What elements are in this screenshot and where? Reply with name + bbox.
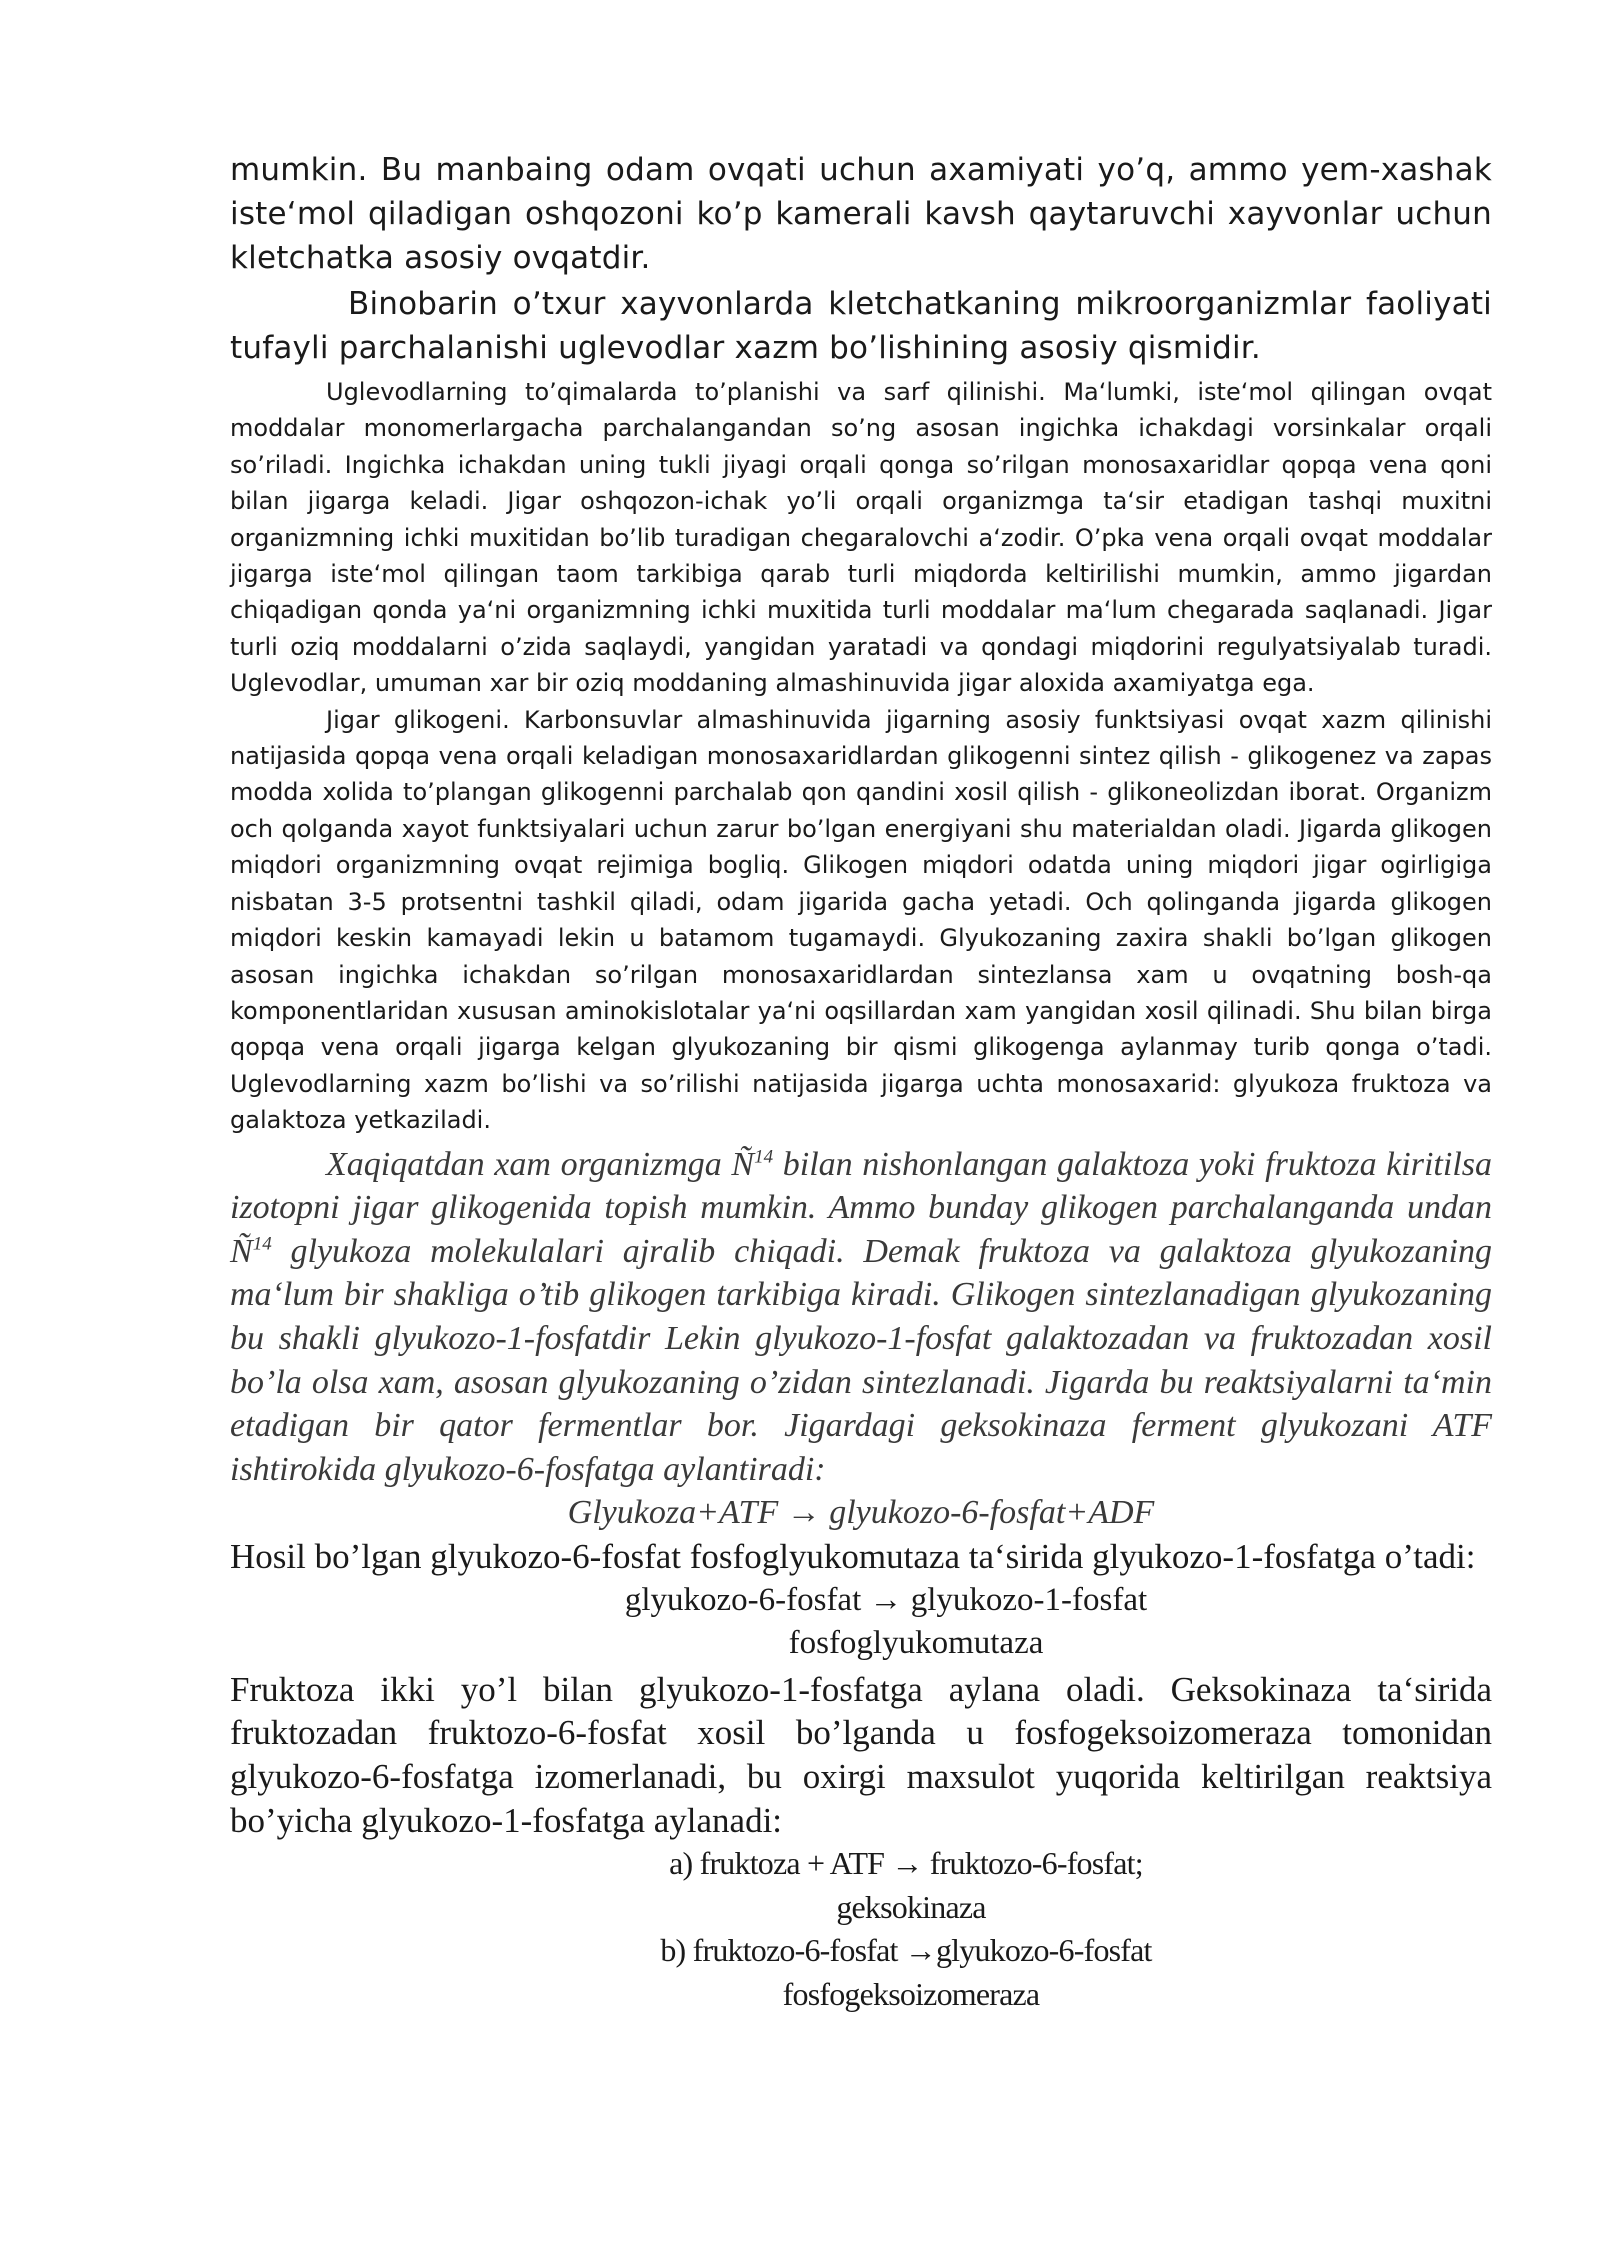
- paragraph-mutase: Hosil bo’lgan glyukozo-6-fosfat fosfoglyukomutaza ta‘sirida glyukozo-1-fosfatga o’tadi:: [230, 1537, 1476, 1577]
- equation-hexokinase: Glyukoza+ATF → glyukozo-6-fosfat+ADF: [567, 1494, 1155, 1532]
- paragraph-herbivores: Binobarin o’txur xayvonlarda kletchatkaning mikroorganizmlar faoliyati tufayli parchalanishi uglevodlar xazm bo’lishining asosiy qismidir.: [230, 286, 1492, 366]
- enzyme-label-mutase: fosfoglyukomutaza: [788, 1625, 1044, 1662]
- enzyme-label-b: fosfogeksoizomeraza: [782, 1975, 1040, 2012]
- paragraph-fructose: Fruktoza ikki yo’l bilan glyukozo-1-fosfatga aylana oladi. Geksokinaza ta‘sirida fruktozadan fruktozo-6-fosfat xosil bo’lganda u fosfogeksoizomeraza tomonidan glyukozo-6-fosfatga izomerlanadi, bu oxirgi maxsulot yuqorida keltirilgan reaktsiya bo’yicha glyukozo-1-fosfatga aylanadi:: [230, 1669, 1492, 1840]
- paragraph-isotope-experiment: [230, 1143, 1492, 1492]
- text-segment: glyukoza molekulalari ajralib chiqadi. Demak fruktoza va galaktoza glyukozaning ma‘lum bir shakliga o’tib glikogen tarkibiga kiradi. Glikogen sintezlanadigan glyukozaning bu shakli glyukozo-1-fosfatdir Lekin glyukozo-1-fosfat galaktozadan va fruktozadan xosil bo’la olsa xam, asosan glyukozaning o’zidan sintezlanadi. Jigarda bu reaktsiyalarni ta‘min etadigan bir qator fermentlar bor. Jigardagi geksokinaza ferment glyukozani ATF ishtirokida glyukozo-6-fosfatga aylantiradi:: [230, 1232, 1492, 1488]
- paragraph-liver-glycogen: Jigar glikogeni. Karbonsuvlar almashinuvida jigarning asosiy funktsiyasi ovqat xazm qilinishi natijasida qopqa vena orqali keladigan monosaxaridlardan glikogenni sintez qilish - glikogenez va zapas modda xolida to’plangan glikogenni parchalab qon qandini xosil qilish - glikoneolizdan iborat. Organizm och qolganda xayot funktsiyalari uchun zarur bo’lgan energiyani shu materialdan oladi. Jigarda glikogen miqdori organizmning ovqat rejimiga bogliq. Glikogen miqdori odatda uning miqdori jigar ogirligiga nisbatan 3-5 protsentni tashkil qiladi, odam jigarida gacha yetadi. Och qolinganda jigarda glikogen miqdori keskin kamayadi lekin u batamom tugamaydi. Glyukozaning zaxira shakli bo’lgan glikogen asosan ingichka ichakdan so’rilgan monosaxaridlardan sintezlansa xam u ovqatning bosh-qa komponentlaridan xususan aminokislotalar ya‘ni oqsillardan xam yangidan xosil qilinadi. Shu bilan birga qopqa vena orqali jigarga kelgan glyukozaning bir qismi glikogenga aylanmay turib qonga o’tadi. Uglevodlarning xazm bo’lishi va so’rilishi natijasida jigarga uchta monosaxarid: glyukoza fruktoza va galaktoza yetkaziladi.: [230, 705, 1492, 1135]
- equation-a: a) fruktoza + ATF → fruktozo-6-fosfat;: [669, 1845, 1143, 1882]
- text-segment: bilan nishonlangan galaktoza yoki fruktoza kiritilsa izotopni jigar glikogenida topish mumkin. Ammo bunday glikogen parchalanganda undan: [230, 1145, 1493, 1227]
- isotope-superscript: 14: [252, 1233, 272, 1255]
- paragraph-fiber-intro: mumkin. Bu manbaing odam ovqati uchun axamiyati yo’q, ammo yem-xashak iste‘mol qiladigan oshqozoni ko’p kamerali kavsh qaytaruvchi xayvonlar uchun kletchatka asosiy ovqatdir.: [230, 152, 1492, 276]
- isotope-symbol: Ñ: [230, 1232, 253, 1270]
- isotope-symbol: Ñ: [731, 1145, 755, 1183]
- equation-mutase: glyukozo-6-fosfat → glyukozo-1-fosfat: [624, 1581, 1148, 1618]
- paragraph-carbohydrate-storage: Uglevodlarning to’qimalarda to’planishi va sarf qilinishi. Ma‘lumki, iste‘mol qilingan ovqat moddalar monomerlargacha parchalangandan so’ng asosan ingichka ichakdagi vorsinkalar orqali so’riladi. Ingichka ichakdan uning tukli jiyagi orqali qonga so’rilgan monosaxaridlar qopqa vena qoni bilan jigarga keladi. Jigar oshqozon-ichak yo’li orqali organizmga ta‘sir etadigan tashqi muxitni organizmning ichki muxitidan bo’lib turadigan chegaralovchi a‘zodir. O’pka vena orqali ovqat moddalar jigarga iste‘mol qilingan taom tarkibiga qarab turli miqdorda keltirilishi mumkin, ammo jigardan chiqadigan qonda ya‘ni organizmning ichki muxitida turli moddalar ma‘lum chegarada saqlanadi. Jigar turli oziq moddalarni o’zida saqlaydi, yangidan yaratadi va qondagi miqdorini regulyatsiyalab turadi. Uglevodlar, umuman xar bir oziq moddaning almashinuvida jigar aloxida axamiyatga ega.: [230, 378, 1492, 698]
- text-segment: Xaqiqatdan xam organizmga: [326, 1145, 732, 1183]
- document-page: [230, 148, 1492, 2016]
- enzyme-label-a: geksokinaza: [836, 1888, 986, 1925]
- isotope-superscript: 14: [754, 1146, 774, 1168]
- equation-b: b) fruktozo-6-fosfat →glyukozo-6-fosfat: [660, 1932, 1152, 1969]
